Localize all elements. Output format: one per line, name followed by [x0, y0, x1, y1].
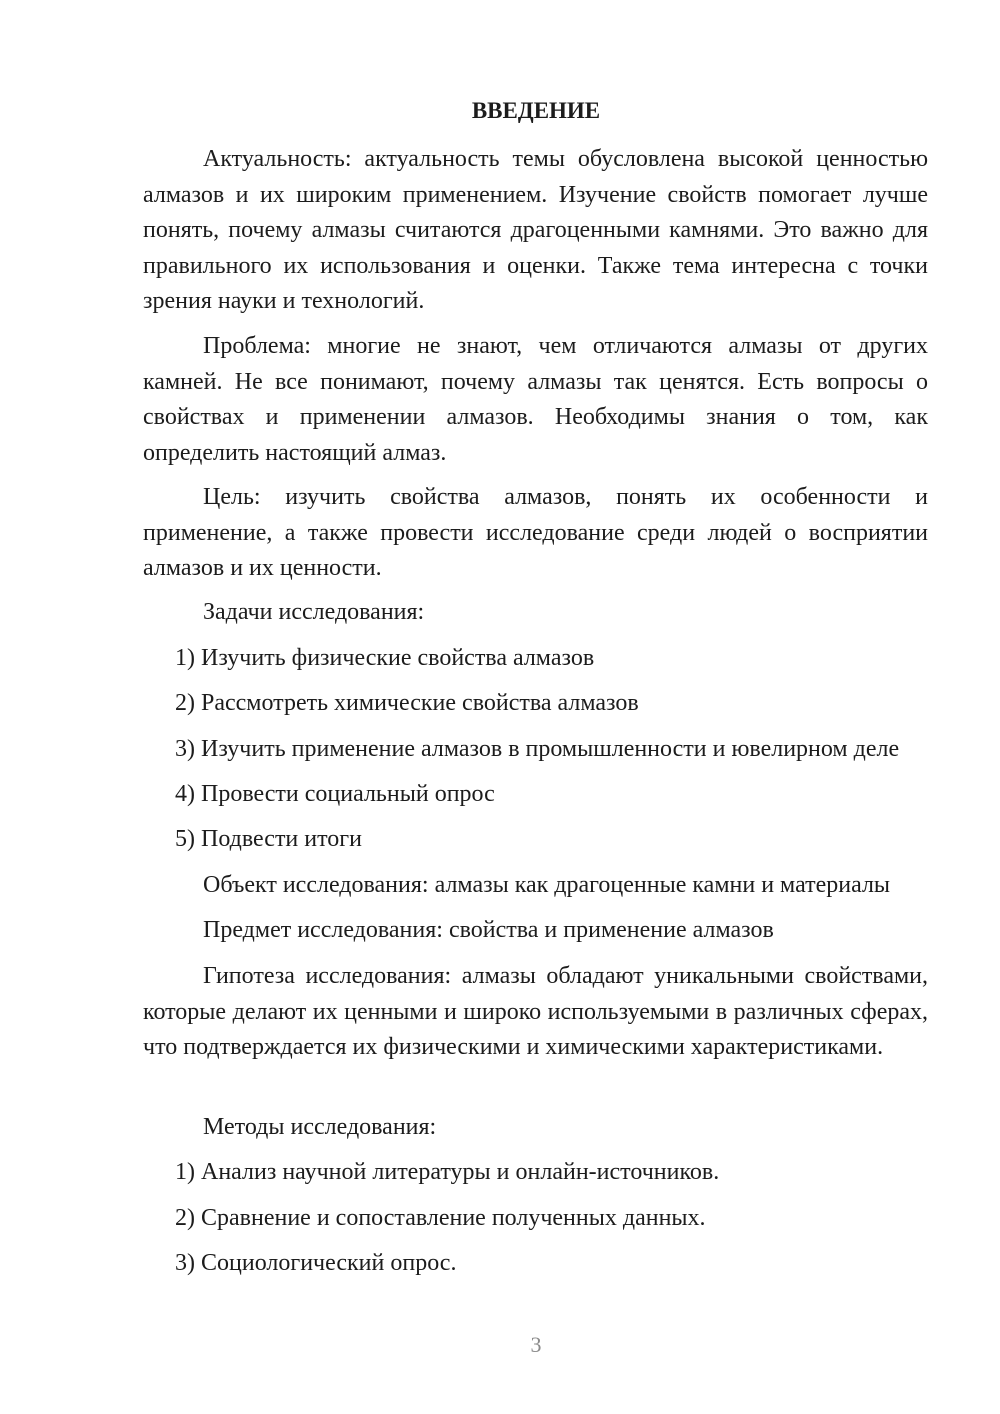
goal-paragraph: Цель: изучить свойства алмазов, понять их особенности и применение, а также провести исследование среди людей о восприятии алмазов и их ценности. [143, 484, 928, 581]
research-subject: Предмет исследования: свойства и применение алмазов [203, 917, 774, 943]
method-item: 2) Сравнение и сопоставление полученных данных. [175, 1205, 706, 1231]
problem-paragraph: Проблема: многие не знают, чем отличаются алмазы от других камней. Не все понимают, почему алмазы так ценятся. Есть вопросы о свойствах и применении алмазов. Необходимы знания о том, как определить настоящий алмаз. [143, 333, 928, 466]
hypothesis-paragraph: Гипотеза исследования: алмазы обладают уникальными свойствами, которые делают их ценными и широко используемыми в различных сферах, что подтверждается их физическими и химическими характеристиками. [143, 963, 928, 1060]
task-item: 3) Изучить применение алмазов в промышленности и ювелирном деле [175, 736, 900, 762]
task-item: 2) Рассмотреть химические свойства алмазов [175, 690, 639, 716]
task-item: 1) Изучить физические свойства алмазов [175, 645, 595, 671]
task-item: 5) Подвести итоги [175, 826, 362, 852]
research-object: Объект исследования: алмазы как драгоценные камни и материалы [203, 872, 891, 898]
relevance-paragraph: Актуальность: актуальность темы обусловлена высокой ценностью алмазов и их широким применением. Изучение свойств помогает лучше понять, почему алмазы считаются драгоценными камнями. Это важно для правильного их использования и оценки. Также тема интересна с точки зрения науки и технологий. [143, 146, 928, 314]
page-number: 3 [530, 1332, 542, 1357]
method-item: 1) Анализ научной литературы и онлайн-источников. [175, 1159, 720, 1185]
tasks-heading: Задачи исследования: [203, 599, 425, 625]
page-title: ВВЕДЕНИЕ [471, 98, 601, 123]
methods-heading: Методы исследования: [203, 1114, 437, 1140]
task-item: 4) Провести социальный опрос [175, 781, 495, 807]
method-item: 3) Социологический опрос. [175, 1250, 457, 1276]
